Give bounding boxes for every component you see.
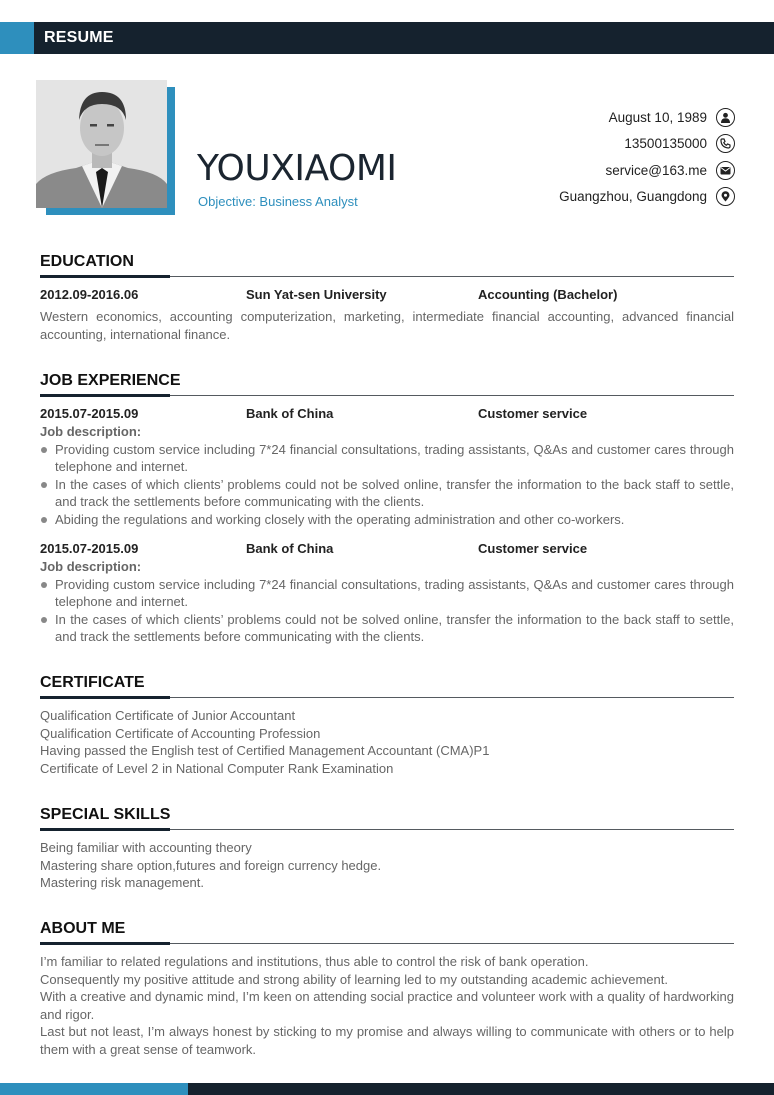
about-paragraph: With a creative and dynamic mind, I’m keen on attending social practice and volunteer work with a quality of hardworking and rigor.	[40, 989, 734, 1022]
job-bullets	[40, 576, 734, 646]
footer-accent	[0, 1083, 188, 1095]
location-text: Guangzhou, Guangdong	[559, 189, 707, 205]
phone-text: 13500135000	[624, 136, 707, 152]
job-company: Bank of China	[246, 541, 334, 556]
list-item: Being familiar with accounting theory	[40, 840, 252, 855]
contact-info	[559, 104, 735, 210]
job-entry	[40, 540, 734, 646]
phone-icon	[716, 134, 735, 153]
list-item: Mastering risk management.	[40, 875, 205, 890]
list-item: Abiding the regulations and working closely with the operating administration and other co-workers.	[40, 511, 734, 529]
list-item: In the cases of which clients’ problems could not be solved online, transfer the information to the back staff to settle, and track the settlements before communicating with the clients.	[40, 611, 734, 646]
education-major: Accounting (Bachelor)	[478, 287, 618, 302]
section-title: SPECIAL SKILLS	[40, 806, 171, 823]
job-role: Customer service	[478, 541, 588, 556]
about-paragraph: Last but not least, I’m always honest by sticking to my promise and always willing to communicate with others or to help them with a great sense of teamwork.	[40, 1024, 734, 1057]
about-text	[40, 953, 734, 1058]
job-description-label: Job description:	[40, 559, 142, 574]
education-school: Sun Yat-sen University	[246, 287, 387, 302]
section-title: EDUCATION	[40, 253, 134, 270]
objective: Objective: Business Analyst	[198, 194, 358, 209]
section-divider	[40, 697, 734, 698]
profile-photo	[36, 80, 167, 208]
resume-label: RESUME	[44, 29, 114, 46]
about-paragraph: Consequently my positive attitude and strong ability of learning led to my outstanding academic achievement.	[40, 971, 668, 987]
mail-icon	[716, 161, 735, 180]
section-divider	[40, 276, 734, 277]
section-title: CERTIFICATE	[40, 674, 145, 691]
job-date: 2015.07-2015.09	[40, 541, 139, 556]
job-bullets	[40, 441, 734, 529]
email-text: service@163.me	[605, 162, 707, 178]
birthday-text: August 10, 1989	[608, 109, 707, 125]
list-item: Providing custom service including 7*24 financial consultations, trading assistants, Q&As and customer cares through telephone and internet.	[40, 576, 734, 611]
section-title: JOB EXPERIENCE	[40, 372, 181, 389]
location-pin-icon	[716, 187, 735, 206]
about-paragraph: I’m familiar to related regulations and institutions, thus able to control the risk of bank operation.	[40, 954, 589, 969]
education-date: 2012.09-2016.06	[40, 287, 139, 302]
contact-phone	[559, 131, 735, 158]
job-description-label: Job description:	[40, 424, 142, 439]
footer-bar	[0, 1083, 774, 1095]
contact-email	[559, 157, 735, 184]
certificate-section	[40, 672, 734, 777]
job-entry	[40, 405, 734, 528]
contact-birthday	[559, 104, 735, 131]
candidate-name: YOUXIAOMI	[197, 148, 397, 189]
list-item: Certificate of Level 2 in National Computer Rank Examination	[40, 760, 394, 776]
person-icon	[716, 108, 735, 127]
portrait-image	[36, 80, 167, 208]
section-divider	[40, 829, 734, 830]
section-divider	[40, 943, 734, 944]
education-section	[40, 251, 734, 343]
list-item: Qualification Certificate of Junior Accountant	[40, 708, 296, 723]
experience-section	[40, 370, 734, 646]
list-item: Providing custom service including 7*24 financial consultations, trading assistants, Q&As and customer cares through telephone and internet.	[40, 441, 734, 476]
header-accent	[0, 22, 34, 54]
header-bar	[0, 22, 774, 54]
job-company: Bank of China	[246, 406, 334, 421]
skills-list	[40, 839, 734, 892]
about-section	[40, 918, 734, 1058]
list-item: In the cases of which clients’ problems could not be solved online, transfer the information to the back staff to settle, and track the settlements before communicating with the clients.	[40, 476, 734, 511]
certificate-list	[40, 707, 734, 777]
skills-section	[40, 804, 734, 892]
list-item: Having passed the English test of Certified Management Accountant (CMA)P1	[40, 743, 490, 758]
list-item: Mastering share option,futures and foreign currency hedge.	[40, 857, 382, 873]
job-header	[40, 405, 734, 423]
job-date: 2015.07-2015.09	[40, 406, 139, 421]
education-description: Western economics, accounting computerization, marketing, intermediate financial accounting, advanced financial accounting, international finance.	[40, 309, 734, 342]
section-title: ABOUT ME	[40, 920, 126, 937]
job-header	[40, 540, 734, 558]
list-item: Qualification Certificate of Accounting Profession	[40, 725, 321, 741]
contact-location	[559, 184, 735, 211]
education-entry	[40, 286, 734, 304]
job-role: Customer service	[478, 406, 588, 421]
section-divider	[40, 395, 734, 396]
